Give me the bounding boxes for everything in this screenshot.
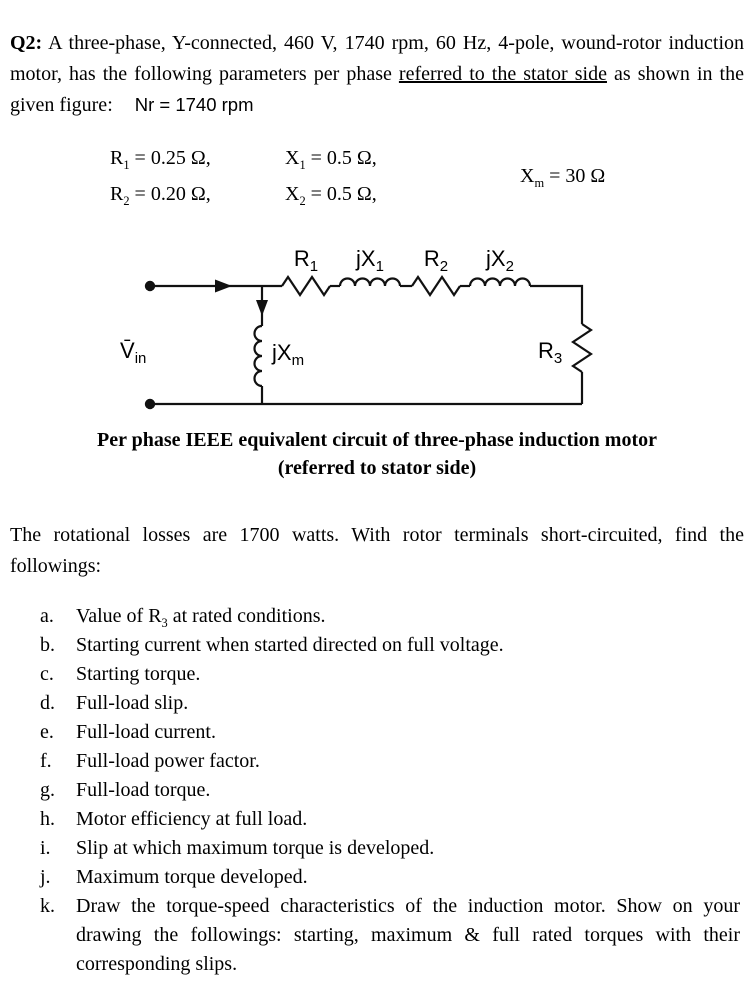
list-item-label: j.	[40, 866, 51, 888]
r1-label: $R_1$	[293, 246, 319, 275]
list-item-text: Slip at which maximum torque is developed.	[76, 837, 435, 859]
inductor-xm-symbol	[255, 326, 262, 386]
r3-label: $R_3$	[538, 338, 563, 367]
param-subscript: 2	[299, 194, 306, 208]
list-item-text: Starting torque.	[76, 663, 201, 685]
inductor-x2-symbol	[470, 279, 530, 287]
vin-label: $V̄_{in}$	[120, 338, 147, 367]
param-subscript: m	[534, 176, 545, 190]
param-r2	[110, 183, 285, 206]
param-symbol: R	[110, 183, 124, 205]
parameters-grid	[110, 147, 460, 206]
text-fragment: at rated conditions.	[167, 605, 326, 627]
magnetizing-current-arrow-icon	[256, 300, 268, 316]
param-value: = 0.5 Ω,	[305, 147, 377, 169]
resistor-r1-symbol	[282, 277, 330, 295]
param-value: = 0.25 Ω,	[129, 147, 211, 169]
intro-text-1: A three-phase, Y-connected, 460 V, 1740 rpm, 60 Hz, 4-pole, wound-rotor induction motor, has the following parameters per phase	[10, 32, 744, 85]
text-subscript: 3	[161, 616, 168, 630]
list-item-text: Motor efficiency at full load.	[76, 808, 308, 830]
x1-label: $jX_1$	[356, 246, 384, 275]
circuit-diagram-svg	[112, 236, 652, 418]
question-number: Q2:	[10, 32, 43, 54]
input-current-arrow-icon	[215, 280, 232, 293]
list-item-text: Full-load power factor.	[76, 750, 260, 772]
x2-label: $jX_2$	[486, 246, 514, 275]
list-item-c	[40, 660, 744, 689]
list-item-label: a.	[40, 605, 54, 627]
equivalent-circuit-figure	[112, 236, 744, 418]
list-item-label: b.	[40, 634, 55, 656]
list-item-text: Starting current when started directed on full voltage.	[76, 634, 504, 656]
figure-caption	[10, 426, 744, 482]
intro-underlined-text: referred to the stator side	[398, 63, 607, 85]
list-item-a	[40, 602, 744, 631]
parameters-block	[110, 147, 744, 206]
param-symbol: X	[285, 183, 300, 205]
param-value: = 0.20 Ω,	[129, 183, 211, 205]
list-item-text: Full-load slip.	[76, 692, 189, 714]
list-item-text	[76, 602, 744, 631]
parameters-row-2	[110, 183, 460, 206]
list-item-b	[40, 631, 744, 660]
r2-label: $R_2$	[423, 246, 449, 275]
list-item-e	[40, 718, 744, 747]
param-value: = 0.5 Ω,	[305, 183, 377, 205]
list-item-text: Maximum torque developed.	[76, 866, 308, 888]
param-xm	[520, 165, 605, 188]
list-item-label: f.	[40, 750, 52, 772]
list-item-text: Draw the torque-speed characteristics of the induction motor. Show on your drawing the followings: starting, maximum & full rated torques with their corresponding slips.	[76, 895, 740, 975]
list-item-label: i.	[40, 837, 51, 859]
task-list	[40, 602, 744, 979]
figure-caption-line1: Per phase IEEE equivalent circuit of three-phase induction motor	[97, 429, 657, 451]
list-item-text: Full-load torque.	[76, 779, 211, 801]
list-item-i	[40, 834, 744, 863]
param-symbol: X	[285, 147, 300, 169]
list-item-label: g.	[40, 779, 55, 801]
list-item-label: c.	[40, 663, 54, 685]
param-subscript: 2	[123, 194, 130, 208]
figure-caption-line2: (referred to stator side)	[277, 457, 477, 479]
losses-paragraph: The rotational losses are 1700 watts. With rotor terminals short-circuited, find the followings:	[10, 524, 744, 577]
param-r1	[110, 147, 285, 170]
param-x1	[285, 147, 460, 170]
param-x2	[285, 183, 460, 206]
rated-speed-note: Nr = 1740 rpm	[134, 94, 254, 115]
inductor-x1-symbol	[340, 279, 400, 287]
param-symbol: R	[110, 147, 124, 169]
list-item-label: d.	[40, 692, 55, 714]
param-value: = 30 Ω	[544, 165, 606, 187]
param-symbol: X	[520, 165, 535, 187]
xm-label: $jX_m$	[272, 340, 305, 369]
list-item-f	[40, 747, 744, 776]
param-subscript: 1	[299, 158, 306, 172]
list-item-k	[40, 892, 744, 979]
list-item-j	[40, 863, 744, 892]
top-right-wire	[530, 286, 582, 324]
param-subscript: 1	[123, 158, 130, 172]
intro-text-2: as shown in the given figure:	[10, 63, 744, 116]
resistor-r2-symbol	[412, 277, 460, 295]
list-item-label: k.	[40, 895, 55, 917]
list-item-text: Full-load current.	[76, 721, 216, 743]
list-item-label: e.	[40, 721, 54, 743]
text-fragment: Value of R	[76, 605, 162, 627]
parameters-row-1	[110, 147, 460, 170]
list-item-d	[40, 689, 744, 718]
question-intro-paragraph	[10, 28, 744, 121]
list-item-h	[40, 805, 744, 834]
resistor-r3-symbol	[573, 324, 591, 372]
list-item-g	[40, 776, 744, 805]
list-item-label: h.	[40, 808, 55, 830]
